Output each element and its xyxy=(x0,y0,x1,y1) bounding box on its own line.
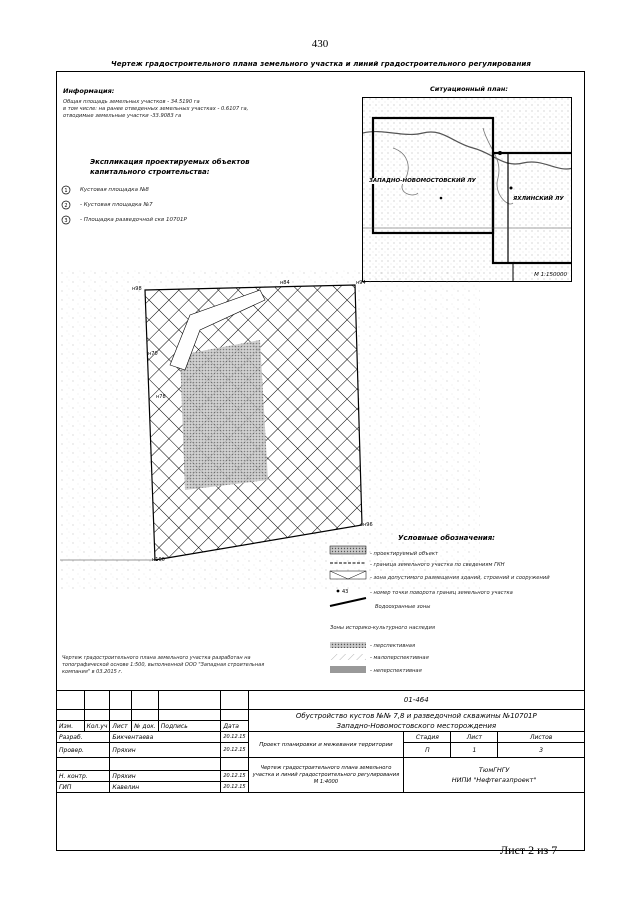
point-label: н84 xyxy=(280,280,290,286)
stamp-cell xyxy=(110,691,132,710)
stamp-sheets-label: Листов xyxy=(498,732,585,743)
legend-point-symbol xyxy=(337,590,340,593)
stamp-cell xyxy=(158,691,221,710)
stamp-header: Подпись xyxy=(158,721,221,732)
legend-water-symbol xyxy=(330,598,366,606)
stamp-header: № док. xyxy=(132,721,159,732)
stamp-code: 01-464 xyxy=(248,691,584,710)
stamp-cell xyxy=(57,758,110,771)
stamp-cell xyxy=(57,710,85,721)
situation-label-east: ЯХЛИНСКИЙ ЛУ xyxy=(513,196,564,202)
stamp-stage-label: Стадия xyxy=(404,732,451,743)
stamp-org-line1: ТюмГНГУ xyxy=(478,766,510,774)
stamp-role: Провер. xyxy=(57,743,110,758)
legend-item: - зона допустимого размещения зданий, строений и сооружений xyxy=(370,575,550,581)
stamp-role: Разраб. xyxy=(57,732,110,743)
explication-item: Кустовая площадка №8 xyxy=(80,187,149,193)
legend-item: - номер точки поворота границ земельного участка xyxy=(370,590,513,596)
page-number: 430 xyxy=(311,38,329,50)
stamp-date: 20.12.15 xyxy=(221,782,248,793)
stamp-role: ГИП xyxy=(57,782,110,793)
legend-zone-symbol xyxy=(330,571,366,579)
stamp-cell xyxy=(110,758,221,771)
stamp-sheet-label: Лист xyxy=(451,732,498,743)
projected-site xyxy=(180,340,268,490)
stamp-cell xyxy=(110,710,132,721)
stamp-drawing-scale: М 1:4000 xyxy=(313,778,339,785)
stamp-header: Кол.уч xyxy=(84,721,110,732)
stamp-cell xyxy=(221,691,248,710)
stamp-project-line1: Обустройство кустов №№ 7,8 и разведочной скважины №10701Р xyxy=(295,711,537,720)
explication-heading xyxy=(90,157,250,177)
legend-item: Зоны историко-культурного наследия xyxy=(330,625,435,631)
stamp-cell xyxy=(57,691,85,710)
drawing-title: Чертеж градостроительного плана земельного участка и линий градостроительного регулирования xyxy=(110,60,532,68)
stamp-date: 20.12.15 xyxy=(221,771,248,782)
legend-item: - малоперспективная xyxy=(370,655,429,661)
marker-num: 3 xyxy=(64,218,68,224)
stamp-org-line2: НИПИ "Нефтегазпроект" xyxy=(451,776,537,784)
stamp-person: Пряхин xyxy=(110,743,221,758)
point-label: н100 xyxy=(152,557,165,563)
stamp-organization xyxy=(404,758,585,793)
situation-plan-heading: Ситуационный план: xyxy=(430,85,508,93)
stamp-cell xyxy=(158,710,221,721)
explication-markers xyxy=(60,184,74,230)
stamp-cell xyxy=(84,691,110,710)
stamp-drawing-title-text: Чертеж градостроительного плана земельного участка и линий градостроительного регулирования xyxy=(252,764,400,778)
point-label: н98 xyxy=(132,286,142,292)
legend-nonprospective-symbol xyxy=(330,666,366,673)
point-label: н96 xyxy=(363,522,373,528)
info-line: в том числе: на ранее отведенных земельных участках - 0.6107 га, xyxy=(63,106,249,112)
legend-item: Водоохранные зоны xyxy=(375,604,431,610)
explication-item: - Кустовая площадка №7 xyxy=(80,202,153,208)
stamp-project xyxy=(248,710,584,732)
stamp-sheet: 1 xyxy=(451,743,498,758)
stamp-cell xyxy=(132,710,159,721)
stamp-sheets: 3 xyxy=(498,743,585,758)
legend-heading: Условные обозначения: xyxy=(398,534,495,542)
stamp-person: Бикчентаева xyxy=(110,732,221,743)
stamp-date: 20.12.15 xyxy=(221,743,248,758)
stamp-header: Изм. xyxy=(57,721,85,732)
info-line: Общая площадь земельных участков - 34.5190 га xyxy=(63,99,200,105)
point-label: н78 xyxy=(156,394,166,400)
legend-item: - проектируемый объект xyxy=(370,551,439,557)
legend-lowprospective-symbol xyxy=(330,654,366,660)
legend-item: - граница земельного участка по сведениям ГКН xyxy=(370,562,505,568)
marker-num: 1 xyxy=(64,188,68,194)
stamp-drawing-title xyxy=(248,758,404,793)
legend-item: - неперспективная xyxy=(370,668,422,674)
point-label: н70 xyxy=(148,351,158,357)
title-block xyxy=(56,690,585,793)
stamp-cell xyxy=(221,710,248,721)
explication-heading-line1: Экспликация проектируемых объектов xyxy=(90,158,250,166)
legend-point-example: 43 xyxy=(342,589,349,595)
stamp-role: Н. контр. xyxy=(57,771,110,782)
land-plot-drawing xyxy=(60,270,480,590)
explication-item: - Площадка разведочной скв 10701Р xyxy=(80,217,187,223)
situation-plan-map xyxy=(362,97,572,282)
legend-symbols xyxy=(328,544,370,684)
legend-item: - перспективная xyxy=(370,643,416,649)
situation-label-west: ЗАПАДНО-НОВОМОСТОВСКИЙ ЛУ xyxy=(369,178,476,184)
stamp-stage: П xyxy=(404,743,451,758)
stamp-project-line2: Западно-Новомостовского месторождения xyxy=(336,721,497,730)
explication-heading-line2: капитального строительства: xyxy=(90,168,210,176)
stamp-cell xyxy=(132,691,159,710)
stamp-header: Дата xyxy=(221,721,248,732)
point-label: н94 xyxy=(356,280,366,286)
stamp-cell xyxy=(84,710,110,721)
situation-map-graphic xyxy=(363,98,572,282)
marker-num: 2 xyxy=(64,203,68,209)
info-heading: Информация: xyxy=(63,87,115,95)
stamp-header: Лист xyxy=(110,721,132,732)
info-line: отводимые земельные участки -33.9083 га xyxy=(63,113,182,119)
situation-scale: М 1:150000 xyxy=(534,272,567,278)
stamp-date: 20.12.15 xyxy=(221,732,248,743)
stamp-person: Пряхин xyxy=(110,771,221,782)
stamp-cell xyxy=(221,758,248,771)
drawing-note: Чертеж градостроительного плана земельного участка разработан на топографической основе 1:500, выполненной ООО "Западная строительная компания" в 03.2015 г. xyxy=(62,655,265,675)
sheet-counter: Лист 2 из 7 xyxy=(500,843,558,857)
stamp-section-title: Проект планировки и межевания территории xyxy=(248,732,404,758)
stamp-person: Кавелин xyxy=(110,782,221,793)
legend-projected-symbol xyxy=(330,546,366,554)
legend-prospective-symbol xyxy=(330,642,366,648)
